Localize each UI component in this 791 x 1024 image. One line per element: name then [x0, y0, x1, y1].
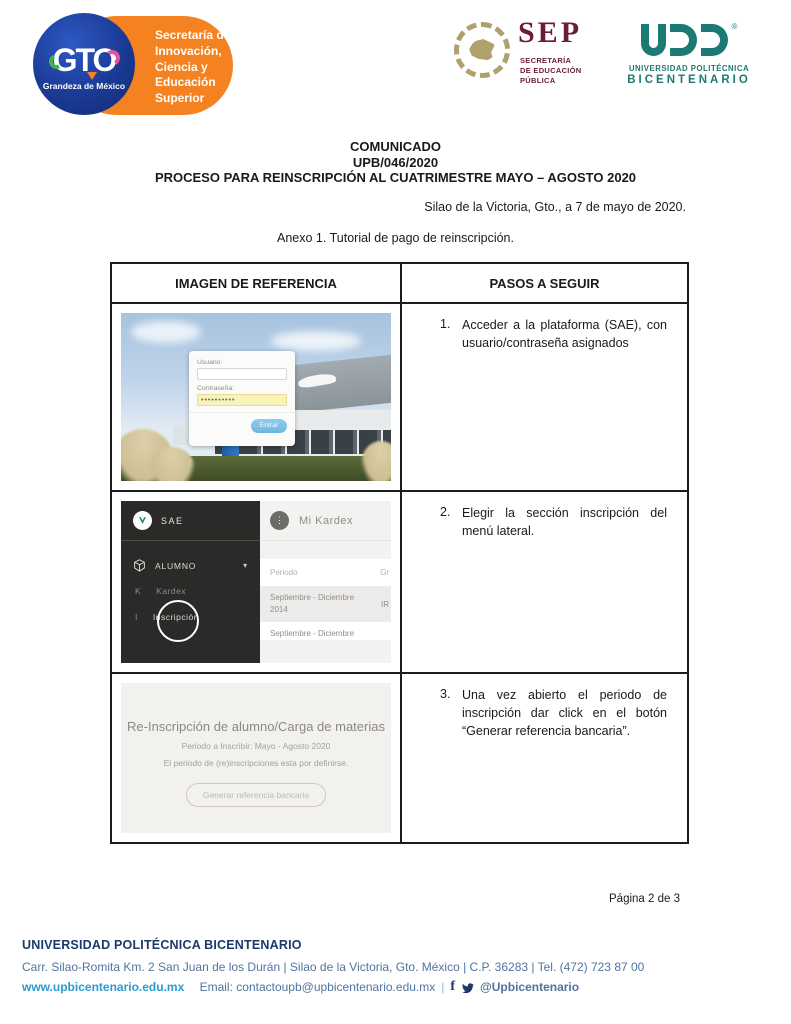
divider — [121, 540, 260, 541]
sae-sidebar — [121, 501, 260, 663]
document-title — [0, 139, 791, 186]
sae-app-name: SAE — [161, 515, 184, 526]
sep-acronym: SEP — [518, 16, 583, 49]
chevron-down-icon: ▾ — [243, 561, 248, 570]
upb-name-line2: BICENTENARIO — [627, 74, 751, 86]
footer-website-link[interactable]: www.upbicentenario.edu.mx — [22, 980, 185, 994]
status-line: El periodo de (re)inscripciones esta por definirse. — [163, 758, 349, 768]
kardex-header-row: Periodo Gr — [260, 559, 391, 586]
kardex-row: Septiembre - Diciembre — [260, 622, 391, 640]
dateline: Silao de la Victoria, Gto., a 7 de mayo de 2020. — [424, 200, 686, 214]
sae-page-title: Mi Kardex — [299, 514, 354, 527]
sep-logo — [452, 18, 614, 100]
footer-social-handle[interactable]: @Upbicentenario — [480, 980, 580, 994]
generar-referencia-button: Generar referencia bancaria — [186, 783, 326, 807]
gto-acronym: GTO — [53, 44, 116, 76]
gto-orange-accent — [87, 72, 97, 80]
facebook-icon: f — [450, 979, 456, 994]
sae-content — [260, 501, 391, 663]
upb-logo — [610, 24, 768, 86]
annotation-circle — [157, 600, 199, 642]
step-3: 3. Una vez abierto el periodo de inscripción dar click en el botón “Generar referencia bancaria”. — [440, 687, 667, 738]
title-line-proceso: PROCESO PARA REINSCRIPCIÓN AL CUATRIMESTRE MAYO – AGOSTO 2020 — [154, 170, 637, 185]
kardex-table — [260, 559, 391, 640]
footer — [22, 938, 772, 994]
sae-logo-row — [121, 501, 260, 538]
twitter-icon — [461, 981, 474, 994]
column-header-imagen: IMAGEN DE REFERENCIA — [112, 264, 402, 304]
contrasena-input: •••••••••• — [197, 394, 287, 406]
reinscripcion-screenshot — [121, 683, 391, 833]
sae-menu-screenshot — [121, 501, 391, 663]
table-row — [112, 492, 402, 674]
sep-eagle-seal-icon — [454, 22, 510, 78]
page-number: Página 2 de 3 — [609, 893, 680, 905]
divider — [189, 412, 295, 413]
contrasena-label: Contraseña: — [197, 385, 235, 392]
column-header-pasos: PASOS A SEGUIR — [402, 264, 687, 304]
step-1: 1. Acceder a la plataforma (SAE), con usuario/contraseña asignados — [440, 317, 667, 350]
table-row-steps — [402, 304, 687, 492]
footer-email-link[interactable]: Email: contactoupb@upbicentenario.edu.mx — [199, 980, 436, 994]
cloud-shape — [131, 321, 201, 343]
title-line-folio: UPB/046/2020 — [352, 154, 439, 170]
usuario-input — [197, 368, 287, 380]
login-form-card — [189, 351, 295, 446]
title-line-comunicado: COMUNICADO — [350, 139, 441, 154]
gto-logo-circle — [33, 13, 135, 115]
sae-logo-icon — [133, 511, 152, 530]
sae-menu-alumno: ALUMNO ▾ — [121, 553, 260, 578]
table-row-steps — [402, 492, 687, 674]
cube-icon — [133, 559, 146, 572]
periodo-line: Periodo a Inscribir: Mayo - Agosto 2020 — [181, 741, 331, 751]
kardex-row: Septiembre - Diciembre 2014 IR — [260, 586, 391, 622]
table-row-steps — [402, 674, 687, 842]
upb-logo-glyphs-icon: ® — [610, 24, 768, 60]
separator: | — [441, 980, 445, 994]
annex-caption: Anexo 1. Tutorial de pago de reinscripción. — [277, 231, 514, 245]
reference-table — [110, 262, 689, 844]
footer-institution: UNIVERSIDAD POLITÉCNICA BICENTENARIO — [22, 938, 302, 952]
sae-topbar — [260, 501, 391, 541]
footer-contact-line — [22, 980, 772, 994]
gto-logo — [33, 13, 233, 118]
table-row — [112, 304, 402, 492]
upb-name-line1: UNIVERSIDAD POLITÉCNICA — [628, 64, 750, 73]
sae-menu-inscripcion: I Inscripción — [135, 612, 200, 622]
sep-subtitle: SECRETARÍA DE EDUCACIÓN PÚBLICA — [520, 56, 582, 86]
reinscripcion-title: Re-Inscripción de alumno/Carga de materias — [127, 719, 385, 734]
cloud-shape — [271, 331, 361, 351]
footer-address: Carr. Silao-Romita Km. 2 San Juan de los Durán | Silao de la Victoria, Gto. México | C.P. 36283 | Tel. (472) 723 87 00 — [22, 960, 645, 974]
gto-pink-accent — [103, 48, 122, 67]
sae-menu-kardex: K Kardex — [135, 586, 187, 596]
table-row — [112, 674, 402, 842]
login-screenshot — [121, 313, 391, 481]
gto-tagline: Grandeza de México — [42, 80, 126, 91]
step-2: 2. Elegir la sección inscripción del menú lateral. — [440, 505, 667, 538]
pampas-grass — [149, 447, 195, 481]
entrar-button: Entrar — [251, 419, 287, 433]
usuario-label: Usuario: — [197, 359, 223, 366]
kebab-menu-icon: ⋮ — [270, 511, 289, 530]
gto-secretaria-text: Secretaría de Innovación, Ciencia y Educación Superior — [155, 28, 231, 106]
